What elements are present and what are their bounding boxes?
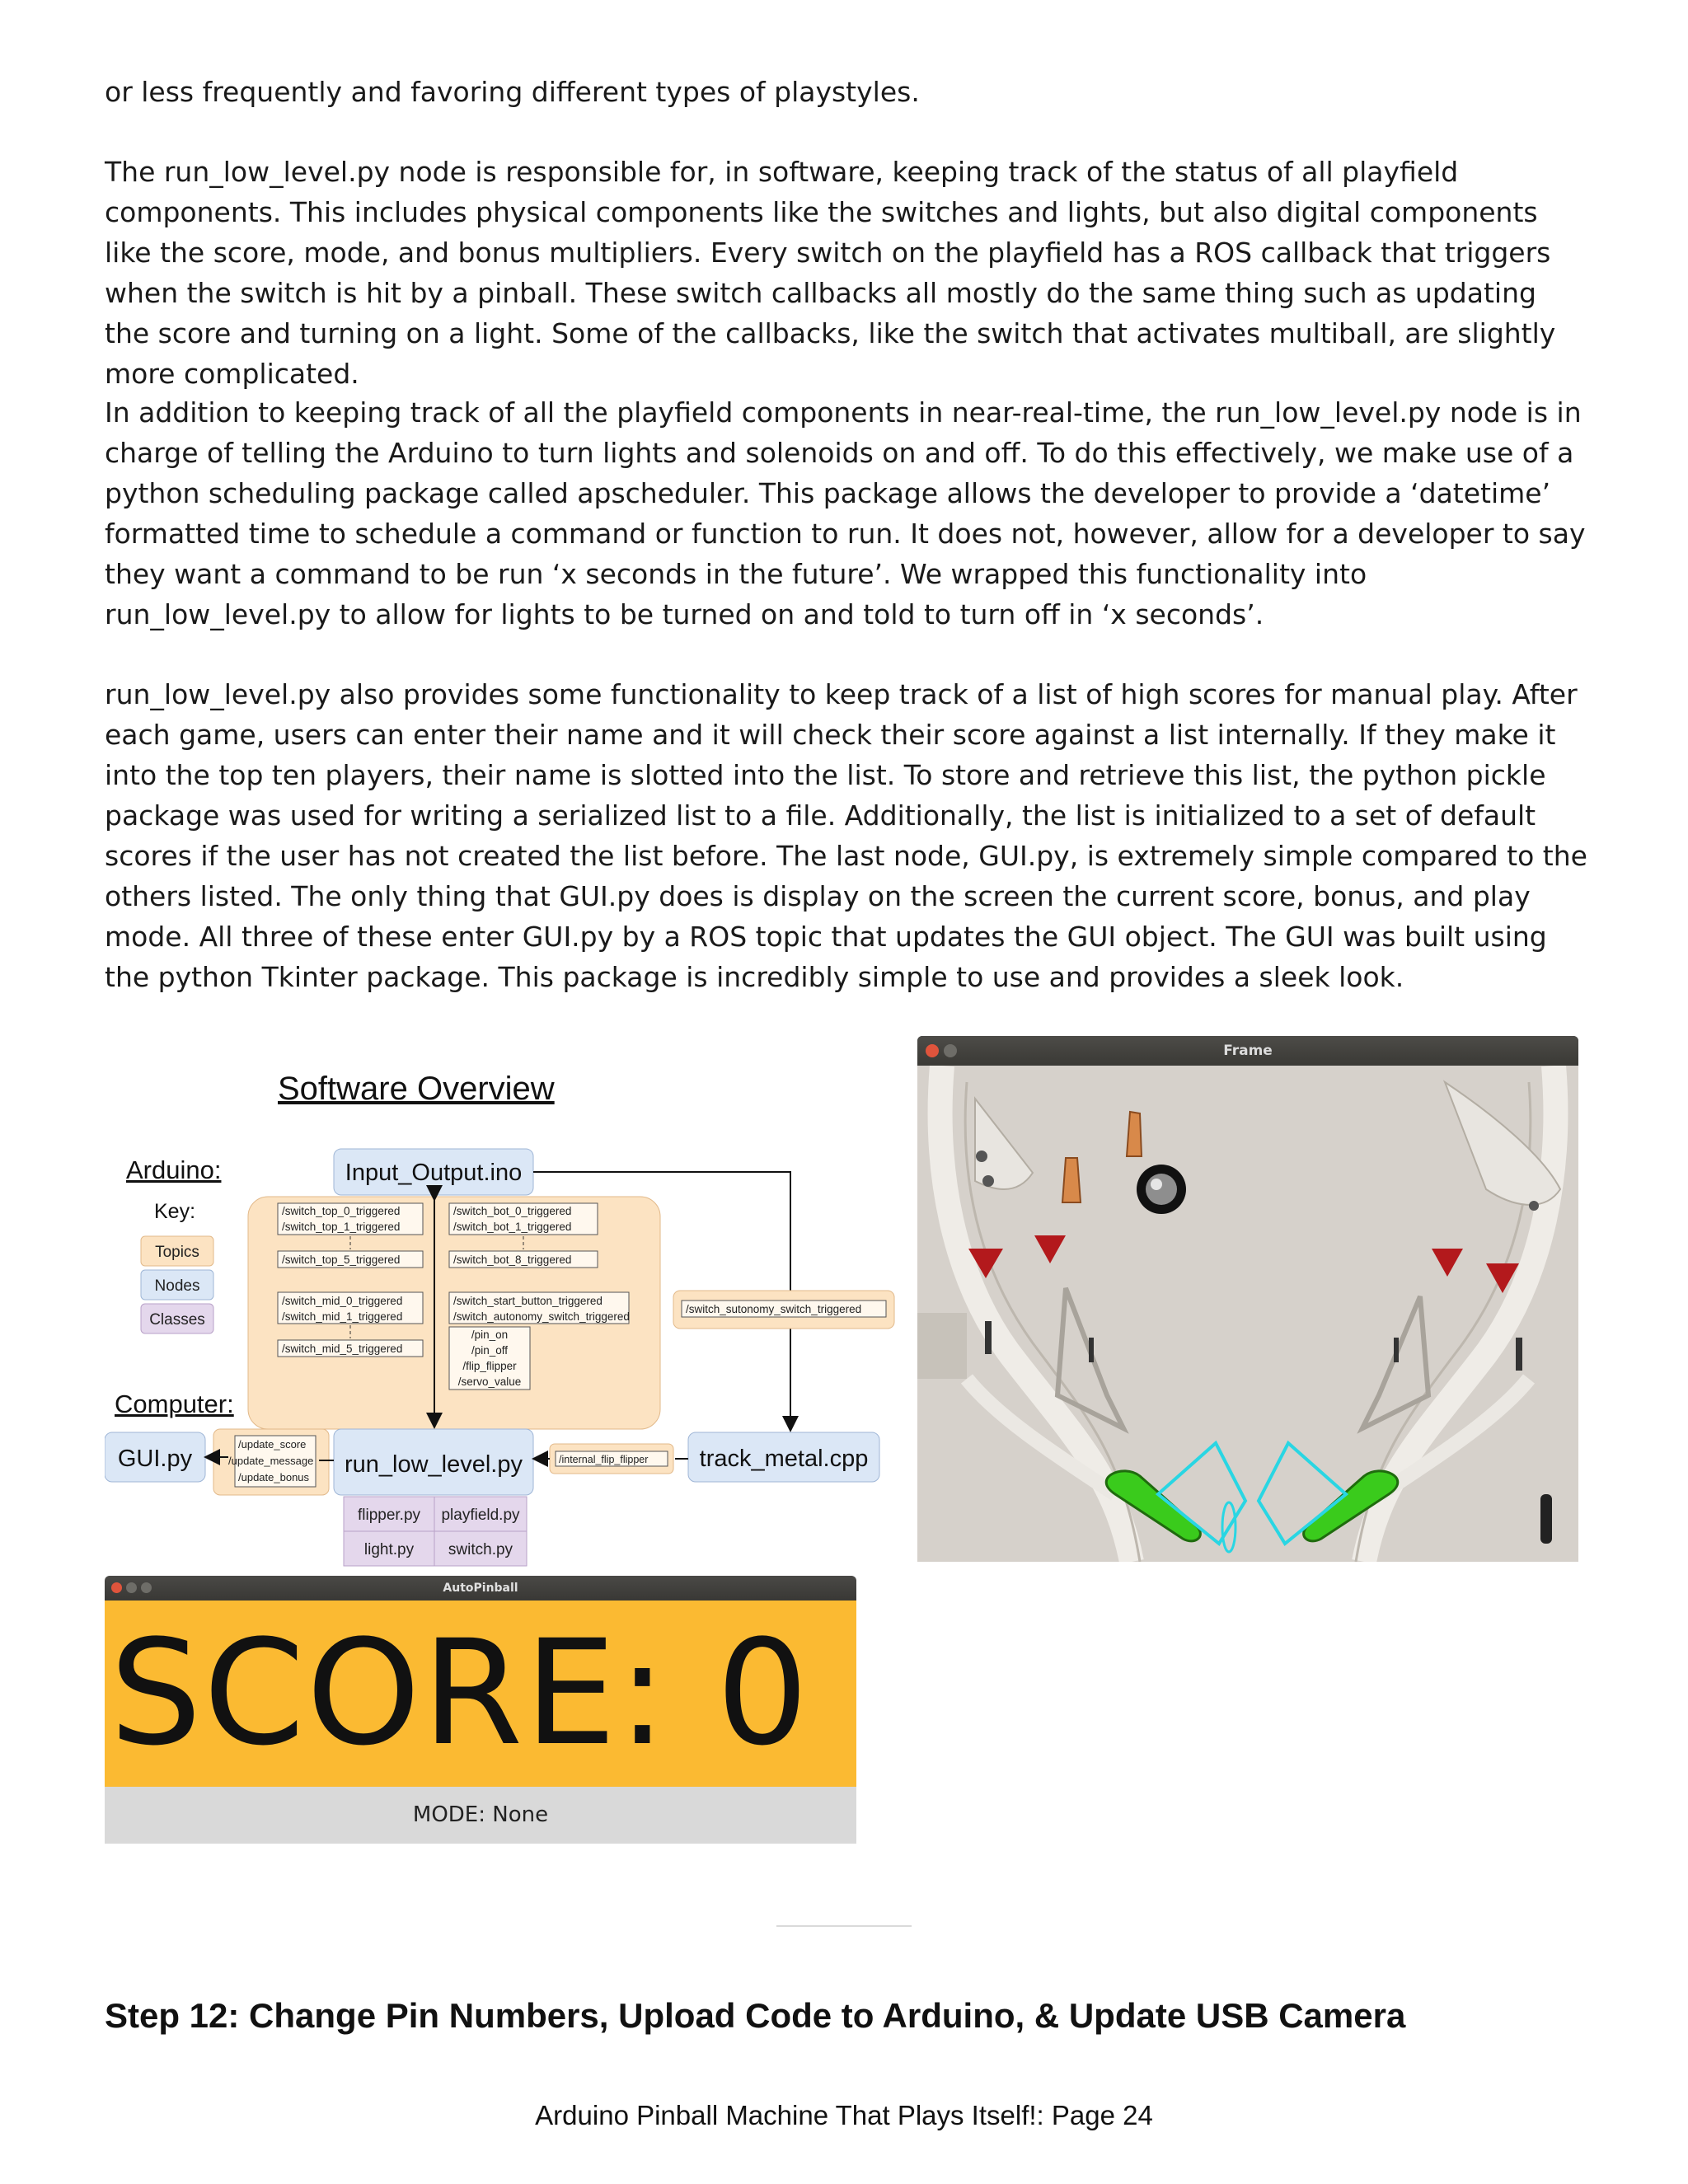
class-switch: switch.py — [448, 1541, 513, 1558]
key-label: Key: — [154, 1200, 196, 1223]
key-nodes — [141, 1270, 213, 1300]
topic-start-button: /switch_start_button_triggered — [453, 1295, 603, 1307]
class-playfield: playfield.py — [441, 1507, 520, 1524]
topic-bot-8: /switch_bot_8_triggered — [453, 1254, 572, 1266]
topic-pin-off: /pin_off — [471, 1344, 509, 1357]
topic-sutonomy: /switch_sutonomy_switch_triggered — [686, 1303, 862, 1315]
key-classes-label: Classes — [149, 1311, 205, 1329]
section-divider — [776, 1925, 912, 1927]
page-footer: Arduino Pinball Machine That Plays Itself!: Page 24 — [535, 2100, 1153, 2130]
topic-pin-on: /pin_on — [471, 1329, 509, 1341]
topic-autonomy-switch: /switch_autonomy_switch_triggered — [453, 1310, 630, 1323]
step-heading: Step 12: Change Pin Numbers, Upload Code to Arduino, & Update USB Camera — [105, 1996, 1406, 2035]
autopinball-window — [105, 1576, 856, 1844]
gui-title: AutoPinball — [443, 1582, 518, 1595]
paragraph-high-scores: run_low_level.py also provides some functionality to keep track of a list of high scores for manual play. After each game, users can enter their name and it will check their score against a list internally. If they make it into the top ten players, their name is slotted into the list. To store and retrieve this list, the python pickle package was used for writing a serialized list to a file. Additionally, the list is initialized to a set of default scores if the user has not created the list before. The last node, GUI.py, is extremely simple compared to the others listed. The only thing that GUI.py does is display on the screen the current score, bonus, and play mode. All three of these enter GUI.py by a ROS topic that updates the GUI object. The GUI was built using the python Tkinter package. This package is incredibly simple to use and provides a sleek look. — [105, 678, 1587, 993]
arduino-label: Arduino: — [126, 1155, 222, 1184]
paragraph-intro-tail: or less frequently and favoring different types of playstyles. — [105, 76, 920, 108]
topic-mid-5: /switch_mid_5_triggered — [282, 1343, 403, 1355]
topic-bot-0: /switch_bot_0_triggered — [453, 1205, 572, 1217]
topic-update-message: /update_message — [228, 1455, 314, 1467]
paragraph-scheduling: In addition to keeping track of all the playfield components in near-real-time, the run_low_level.py node is in charge of telling the Arduino to turn lights and solenoids on and off. To do this effectively, we make use of a python scheduling package called apscheduler. This package allows the developer to provide a ‘datetime’ formatted time to schedule a command or function to run. It does not, however, allow for a developer to say they want a command to be run ‘x seconds in the future’. We wrapped this functionality into run_low_level.py to allow for lights to be turned on and told to turn off in ‘x seconds’. — [105, 396, 1586, 630]
topic-update-bonus: /update_bonus — [238, 1471, 310, 1483]
class-light: light.py — [363, 1541, 415, 1558]
classes-grid — [344, 1497, 527, 1566]
topic-bot-1: /switch_bot_1_triggered — [453, 1221, 572, 1233]
topic-flip-flipper: /flip_flipper — [462, 1360, 517, 1372]
key-topics — [141, 1236, 213, 1266]
key-nodes-label: Nodes — [154, 1277, 200, 1295]
node-run-low-level-label: run_low_level.py — [344, 1451, 523, 1478]
frame-title: Frame — [1223, 1043, 1273, 1059]
class-flipper: flipper.py — [357, 1507, 421, 1524]
key-topics-label: Topics — [155, 1244, 199, 1261]
topic-servo-value: /servo_value — [457, 1376, 522, 1388]
software-overview-diagram — [105, 1045, 900, 1572]
topic-mid-1: /switch_mid_1_triggered — [282, 1310, 403, 1323]
topic-update-score: /update_score — [238, 1438, 307, 1451]
node-gui-label: GUI.py — [117, 1446, 193, 1472]
paragraph-run-low-level-status: The run_low_level.py node is responsible for, in software, keeping track of the status of all playfield components. This includes physical components like the switches and lights, but also digital components like the score, mode, and bonus multipliers. Every switch on the playfield has a ROS callback that triggers when the switch is hit by a pinball. These switch callbacks all mostly do the same thing such as updating the score and turning on a light. Some of the callbacks, like the switch that activates multiball, are slightly more complicated. — [105, 156, 1556, 390]
node-input-output-label: Input_Output.ino — [345, 1160, 523, 1186]
topic-top-5: /switch_top_5_triggered — [282, 1254, 401, 1266]
score-display: SCORE: 0 — [105, 1601, 856, 1787]
computer-label: Computer: — [115, 1390, 234, 1418]
topic-internal-flip: /internal_flip_flipper — [559, 1454, 649, 1465]
node-track-metal-label: track_metal.cpp — [699, 1446, 869, 1472]
camera-frame-window — [917, 1036, 1578, 1562]
pinball-playfield-image — [917, 1066, 1578, 1562]
topic-mid-0: /switch_mid_0_triggered — [282, 1295, 403, 1307]
frame-title-bar — [917, 1036, 1578, 1066]
topic-top-1: /switch_top_1_triggered — [282, 1221, 401, 1233]
gui-title-bar — [105, 1576, 856, 1601]
topic-top-0: /switch_top_0_triggered — [282, 1205, 401, 1217]
key-classes — [141, 1304, 213, 1333]
mode-display: MODE: None — [412, 1802, 549, 1827]
diagram-title: Software Overview — [278, 1071, 555, 1107]
